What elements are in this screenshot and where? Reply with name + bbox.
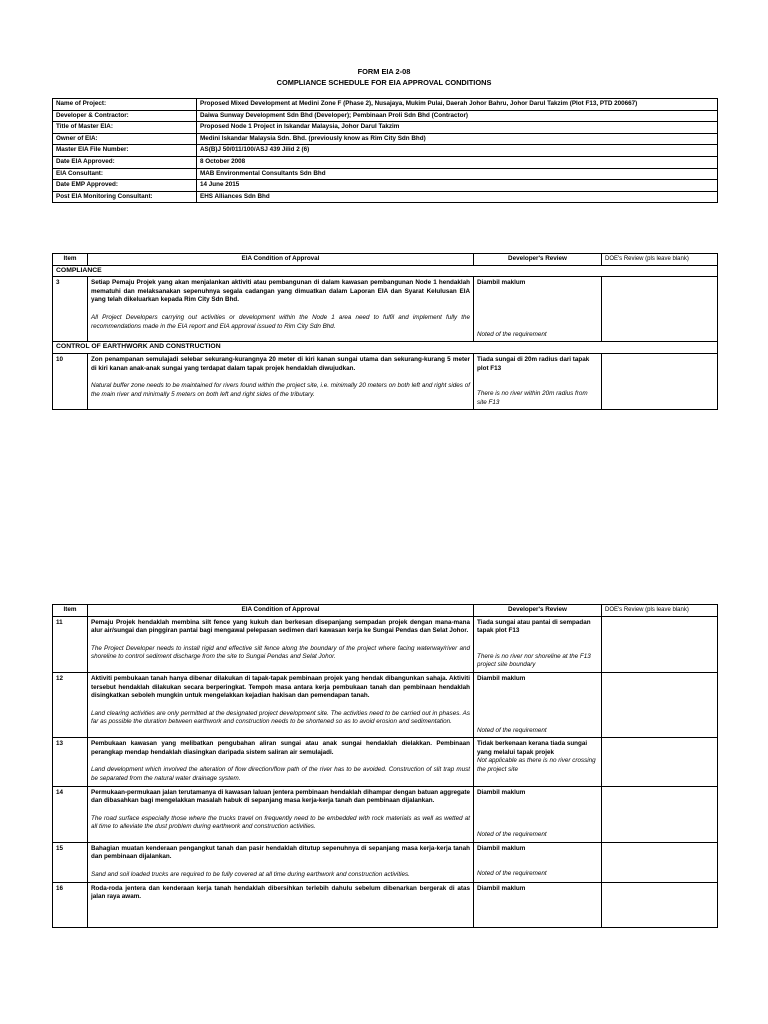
project-info-row	[53, 99, 718, 111]
header-doe-review: DOE's Review (pls leave blank)	[602, 605, 718, 617]
form-subtitle: COMPLIANCE SCHEDULE FOR EIA APPROVAL CONDITIONS	[276, 78, 492, 87]
review-english: There is no river nor shoreline at the F13 project site boundary	[477, 652, 591, 669]
review-malay: Tiada sungai di 20m radius dari tapak plot F13	[477, 355, 590, 372]
developer-review-cell	[474, 842, 602, 882]
review-malay: Diambil maklum	[477, 844, 526, 852]
project-info-value: Proposed Mixed Development at Medini Zone F (Phase 2), Nusajaya, Mukim Pulai, Daerah Johor Bahru, Johor Darul Takzim (Plot F13, PTD 200667)	[197, 99, 718, 111]
condition-malay: Zon penampanan semulajadi selebar sekurang-kurangnya 20 meter di kiri kanan sungai utama dan sekurang-kurang 5 meter di kiri kanan anak-anak sungai yang terdapat dalam tapak projek hendaklah diwujudkan.	[91, 355, 470, 372]
form-title: FORM EIA 2-08	[357, 67, 411, 76]
developer-review-cell	[474, 738, 602, 786]
section-label-earthwork: CONTROL OF EARTHWORK AND CONSTRUCTION	[53, 342, 718, 354]
doe-review-cell	[602, 353, 718, 409]
project-info-label: Post EIA Monitoring Consultant:	[53, 191, 197, 203]
item-number: 15	[53, 842, 88, 882]
doe-review-cell	[602, 672, 718, 737]
condition-malay: Bahagian muatan kenderaan pengangkut tanah dan pasir hendaklah ditutup sepenuhnya di sepanjang masa kerja-kerja tanah dan pembinaan dijalankan.	[91, 844, 470, 861]
table-row	[53, 882, 718, 927]
condition-malay: Pembukaan kawasan yang melibatkan pengubahan aliran sungai atau anak sungai hendaklah dielakkan. Pembinaan perangkap mendap hendaklah diasingkan daripada sistem saliran air semulajadi.	[91, 740, 470, 756]
condition-cell	[88, 616, 474, 672]
condition-malay: Aktiviti pembukaan tanah hanya dibenar dilakukan di tapak-tapak pembinaan projek yang hendak dibangunkan sahaja. Aktiviti tersebut hendaklah dilakukan secara berperingkat. Tempoh masa antara kerja pembukaan tanah dan pembinaan hendaklah disingkatkan seboleh mungkin untuk mengelakkan kejadian hakisan dan pemendapan tanah.	[91, 674, 470, 700]
item-number: 14	[53, 786, 88, 842]
condition-cell	[88, 353, 474, 409]
project-info-value: AS(B)J 50/011/100/ASJ 439 Jilid 2 (6)	[197, 145, 718, 157]
project-info-label: Master EIA File Number:	[53, 145, 197, 157]
header-item: Item	[53, 254, 88, 266]
compliance-table-1	[52, 253, 718, 410]
project-info-value: 14 June 2015	[197, 180, 718, 192]
review-english: Noted of the requirement	[477, 330, 547, 338]
doe-review-cell	[602, 786, 718, 842]
project-info-label: Title of Master EIA:	[53, 122, 197, 134]
header-condition: EIA Condition of Approval	[88, 605, 474, 617]
project-info-row	[53, 168, 718, 180]
condition-english: The road surface especially those where the trucks travel on frequently need to be embedded with rock materials as well as wetted at all time to alleviate the dust problem during earthwork and construction activities.	[91, 814, 470, 831]
condition-english: Sand and soil loaded trucks are required to be fully covered at all time during earthwork and construction activities.	[91, 870, 410, 878]
section-row-compliance	[53, 265, 718, 277]
table-header-row	[53, 254, 718, 266]
table-row	[53, 353, 718, 409]
review-english: Not applicable as there is no river crossing the project site	[477, 757, 596, 773]
condition-malay: Setiap Pemaju Projek yang akan menjalankan aktiviti atau pembangunan di dalam kawasan pembangunan Node 1 hendaklah mematuhi dan melaksanakan sepenuhnya segala cadangan yang dimuatkan dalam Laporan EIA dan Syarat Kelulusan EIA yang telah dikeluarkan kepada Rim City Sdn Bhd.	[91, 279, 470, 304]
review-english: Noted of the requirement	[477, 726, 547, 734]
developer-review-cell	[474, 277, 602, 342]
doe-review-cell	[602, 277, 718, 342]
project-info-table	[52, 98, 718, 203]
table-header-row	[53, 605, 718, 617]
review-english: Noted of the requirement	[477, 870, 547, 878]
item-number: 10	[53, 353, 88, 409]
review-malay: Tiada sungai atau pantai di sempadan tapak plot F13	[477, 618, 591, 635]
review-malay: Diambil maklum	[477, 884, 526, 892]
project-info-label: Date EMP Approved:	[53, 180, 197, 192]
project-info-label: Developer & Contractor:	[53, 110, 197, 122]
header-item: Item	[53, 605, 88, 617]
table-row	[53, 277, 718, 342]
doe-review-cell	[602, 738, 718, 786]
table-row	[53, 672, 718, 737]
project-info-row	[53, 122, 718, 134]
project-info-value: Proposed Node 1 Project in Iskandar Malaysia, Johor Darul Takzim	[197, 122, 718, 134]
header-developer-review: Developer's Review	[474, 254, 602, 266]
item-number: 11	[53, 616, 88, 672]
section-label-compliance: COMPLIANCE	[53, 265, 718, 277]
condition-cell	[88, 786, 474, 842]
header-doe-review: DOE's Review (pls leave blank)	[602, 254, 718, 266]
form-title-block	[0, 66, 768, 88]
condition-malay: Pemaju Projek hendaklah membina silt fence yang kukuh dan berkesan disepanjang sempadan projek dengan mana-mana alur air/sungai dan pinggiran pantai bagi mengawal pelepasan sedimen dari kawasan kerja ke Sungai Pendas dan Selat Johor.	[91, 618, 470, 635]
project-info-label: Date EIA Approved:	[53, 156, 197, 168]
item-number: 3	[53, 277, 88, 342]
section-row-earthwork	[53, 342, 718, 354]
condition-english: Land development which involved the alteration of flow direction/flow path of the river has to be avoided. Construction of slit trap must be separated from the natural water drainage system.	[91, 766, 470, 782]
condition-cell	[88, 842, 474, 882]
project-info-row	[53, 145, 718, 157]
project-info-value: Medini Iskandar Malaysia Sdn. Bhd. (previously know as Rim City Sdn Bhd)	[197, 133, 718, 145]
condition-english: All Project Developers carrying out activities or development within the Node 1 area need to fulfil and implement fully the recommendations made in the EIA report and EIA approval issued to Rim City Sdn Bhd.	[91, 313, 470, 330]
review-english: Noted of the requirement	[477, 831, 547, 839]
project-info-label: Name of Project:	[53, 99, 197, 111]
doe-review-cell	[602, 616, 718, 672]
developer-review-cell	[474, 353, 602, 409]
condition-cell	[88, 738, 474, 786]
project-info-row	[53, 156, 718, 168]
project-info-value: MAB Environmental Consultants Sdn Bhd	[197, 168, 718, 180]
project-info-row	[53, 191, 718, 203]
developer-review-cell	[474, 672, 602, 737]
header-developer-review: Developer's Review	[474, 605, 602, 617]
review-malay: Diambil maklum	[477, 279, 526, 287]
project-info-row	[53, 110, 718, 122]
review-malay: Diambil maklum	[477, 674, 526, 682]
condition-cell	[88, 277, 474, 342]
project-info-label: EIA Consultant:	[53, 168, 197, 180]
review-malay: Diambil maklum	[477, 788, 526, 796]
condition-cell	[88, 672, 474, 737]
project-info-row	[53, 133, 718, 145]
condition-english: Land clearing activities are only permitted at the designated project development site. The activities need to be carried out in phases. As far as possible the duration between earthwork and construction needs to be shortened so as to avoid erosion and sedimentation.	[91, 709, 470, 726]
item-number: 12	[53, 672, 88, 737]
item-number: 16	[53, 882, 88, 927]
compliance-table-2	[52, 604, 718, 928]
condition-english: Natural buffer zone needs to be maintained for rivers found within the project site, i.e. minimally 20 meters on both left and right sides of the main river and minimally 5 meters on both left and right sides of the tributary.	[91, 382, 470, 398]
project-info-value: 8 October 2008	[197, 156, 718, 168]
condition-cell	[88, 882, 474, 927]
condition-english: The Project Developer needs to install rigid and effective silt fence along the boundary of the project where facing waterway/river and shoreline to control sediment discharge from the site to Sungai Pendas and Selat Johor.	[91, 644, 470, 661]
review-english: There is no river within 20m radius from site F13	[477, 390, 588, 406]
condition-malay: Roda-roda jentera dan kenderaan kerja tanah hendaklah dibersihkan terlebih dahulu sebelum dibenarkan bergerak di atas jalan raya awam.	[91, 884, 470, 901]
project-info-value: Daiwa Sunway Development Sdn Bhd (Developer); Pembinaan Proli Sdn Bhd (Contractor)	[197, 110, 718, 122]
project-info-label: Owner of EIA:	[53, 133, 197, 145]
condition-malay: Permukaan-permukaan jalan terutamanya di kawasan laluan jentera pembinaan hendaklah dihampar dengan batuan aggregate dan dibasahkan bagi mengelakkan masalah habuk di sepanjang masa kerja-kerja tanah dan pembinaan dijalankan.	[91, 788, 470, 805]
review-malay: Tidak berkenaan kerana tiada sungai yang melalui tapak projek	[477, 740, 588, 756]
doe-review-cell	[602, 882, 718, 927]
table-row	[53, 616, 718, 672]
table-row	[53, 738, 718, 786]
header-condition: EIA Condition of Approval	[88, 254, 474, 266]
table-row	[53, 786, 718, 842]
project-info-value: EHS Alliances Sdn Bhd	[197, 191, 718, 203]
doe-review-cell	[602, 842, 718, 882]
item-number: 13	[53, 738, 88, 786]
project-info-row	[53, 180, 718, 192]
developer-review-cell	[474, 616, 602, 672]
table-row	[53, 842, 718, 882]
developer-review-cell	[474, 882, 602, 927]
developer-review-cell	[474, 786, 602, 842]
